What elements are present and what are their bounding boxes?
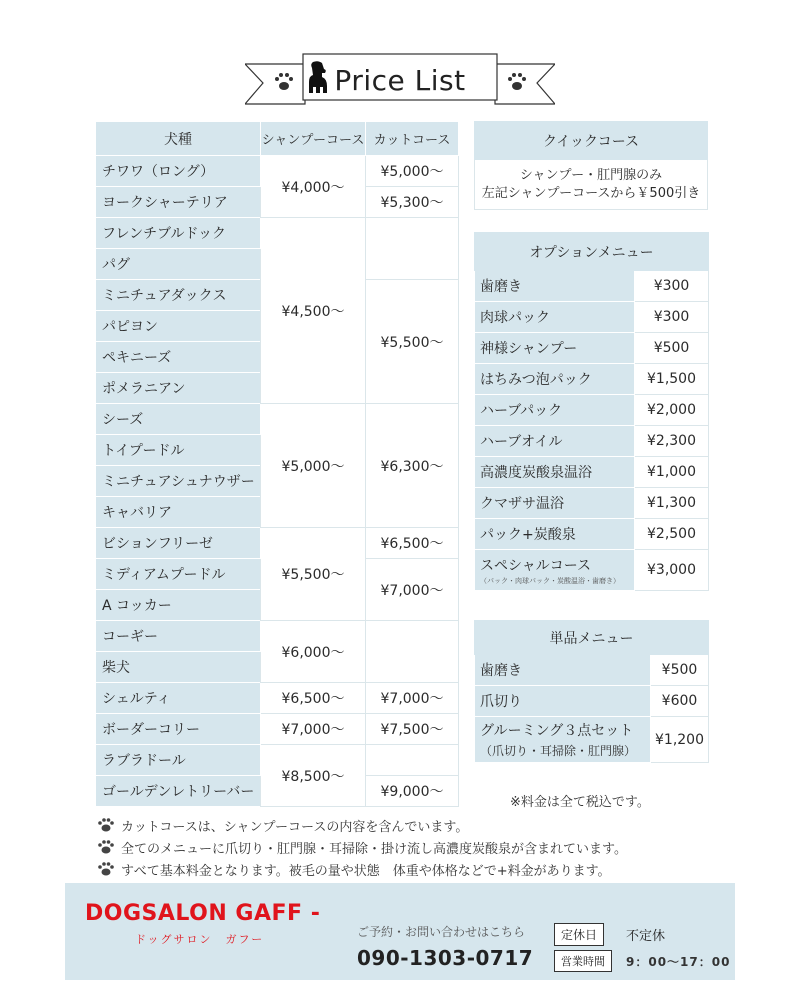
shampoo-price: ¥8,500～ [261, 745, 366, 807]
table-row [96, 156, 459, 187]
breed-cell: ペキニーズ [96, 342, 261, 373]
list-item [475, 395, 709, 426]
title-banner [245, 50, 555, 112]
option-price: ¥300 [635, 302, 709, 333]
single-name: 歯磨き [475, 655, 651, 686]
breed-cell: キャバリア [96, 497, 261, 528]
option-price: ¥1,500 [635, 364, 709, 395]
paw-icon [97, 839, 115, 855]
option-name: スペシャルコース [480, 557, 592, 574]
table-row [96, 404, 459, 435]
breed-cell: ポメラニアン [96, 373, 261, 404]
list-item [475, 271, 709, 302]
note-text: すべて基本料金となります。被毛の量や状態 体重や体格などで+料金があります。 [121, 863, 611, 879]
option-name: はちみつ泡パック [475, 364, 635, 395]
option-price: ¥2,000 [635, 395, 709, 426]
single-menu-title: 単品メニュー [475, 621, 709, 655]
shampoo-price: ¥5,000～ [261, 404, 366, 528]
table-row [96, 218, 459, 249]
breed-cell: チワワ（ロング） [96, 156, 261, 187]
paw-icon [97, 817, 115, 833]
cut-price: ¥5,300～ [366, 187, 459, 218]
notes-list [97, 814, 627, 880]
option-name: ハーブパック [475, 395, 635, 426]
cut-price: ¥6,500～ [366, 528, 459, 559]
list-item [475, 333, 709, 364]
breed-cell: コーギー [96, 621, 261, 652]
note-text: 全てのメニューに爪切り・肛門腺・耳掃除・掛け流し高濃度炭酸泉が含まれています。 [121, 841, 627, 857]
shampoo-price: ¥6,000～ [261, 621, 366, 683]
breed-cell: ボーダーコリー [96, 714, 261, 745]
table-row [96, 714, 459, 745]
option-sub-note: （パック・肉球パック・炭酸温浴・歯磨き） [480, 576, 620, 585]
footer [65, 883, 735, 980]
shampoo-price: ¥4,000～ [261, 156, 366, 218]
option-name: ハーブオイル [475, 426, 635, 457]
breed-cell: ミディアムプードル [96, 559, 261, 590]
cut-price-empty [366, 621, 459, 683]
quick-line-1: シャンプー・肛門腺のみ [519, 167, 663, 183]
cut-price: ¥5,000～ [366, 156, 459, 187]
breed-cell: シェルティ [96, 683, 261, 714]
cut-price: ¥7,000～ [366, 559, 459, 621]
salon-kana: ドッグサロン ガフー [135, 933, 265, 946]
cut-price: ¥7,000～ [366, 683, 459, 714]
breed-cell: シーズ [96, 404, 261, 435]
breed-cell: パグ [96, 249, 261, 280]
option-menu-table [474, 232, 709, 591]
single-name-grooming [475, 717, 651, 763]
option-price: ¥300 [635, 271, 709, 302]
list-item [475, 302, 709, 333]
shampoo-price: ¥6,500～ [261, 683, 366, 714]
business-hours-label: 営業時間 [554, 950, 612, 972]
shampoo-price: ¥7,000～ [261, 714, 366, 745]
note-item [97, 814, 627, 836]
table-row [96, 621, 459, 652]
table-row [96, 745, 459, 776]
option-name: 歯磨き [475, 271, 635, 302]
single-price: ¥500 [651, 655, 709, 686]
breed-cell: 柴犬 [96, 652, 261, 683]
option-name: クマザサ温浴 [475, 488, 635, 519]
single-name: 爪切り [475, 686, 651, 717]
phone-number[interactable]: 090-1303-0717 [357, 946, 534, 970]
breed-cell: ラブラドール [96, 745, 261, 776]
list-item [475, 488, 709, 519]
breed-cell: ミニチュアシュナウザー [96, 466, 261, 497]
option-price: ¥1,000 [635, 457, 709, 488]
single-price: ¥1,200 [651, 717, 709, 763]
breed-cell: ゴールデンレトリーバー [96, 776, 261, 807]
table-row [96, 528, 459, 559]
breed-price-table [95, 121, 459, 807]
list-item [475, 717, 709, 763]
option-name-special [475, 550, 635, 591]
table-header-row [96, 122, 459, 156]
salon-name: DOGSALON GAFF - [85, 901, 321, 926]
single-price: ¥600 [651, 686, 709, 717]
breed-cell: A コッカー [96, 590, 261, 621]
list-item [475, 364, 709, 395]
option-price: ¥2,300 [635, 426, 709, 457]
cut-price: ¥5,500～ [366, 280, 459, 404]
header-breed: 犬種 [96, 122, 261, 156]
business-hours-value: 9：00～17：00 [626, 955, 731, 969]
breed-cell: フレンチブルドック [96, 218, 261, 249]
closed-day-value: 不定休 [626, 929, 666, 944]
option-price: ¥500 [635, 333, 709, 364]
cut-price-empty [366, 218, 459, 280]
paw-icon [97, 861, 115, 877]
list-item [475, 457, 709, 488]
list-item [475, 655, 709, 686]
cut-price-empty [366, 745, 459, 776]
breed-cell: ビションフリーゼ [96, 528, 261, 559]
option-menu-title: オプションメニュー [475, 233, 709, 271]
option-name: パック+炭酸泉 [475, 519, 635, 550]
table-row [96, 683, 459, 714]
dog-icon [305, 60, 331, 94]
list-item [475, 519, 709, 550]
breed-cell: ヨークシャーテリア [96, 187, 261, 218]
option-price: ¥2,500 [635, 519, 709, 550]
cut-price: ¥7,500～ [366, 714, 459, 745]
note-text: カットコースは、シャンプーコースの内容を含んでいます。 [121, 819, 469, 835]
option-price: ¥3,000 [635, 550, 709, 591]
quick-course-title: クイックコース [475, 122, 708, 160]
contact-label: ご予約・お問い合わせはこちら [357, 925, 526, 939]
banner-title-wrap [305, 60, 495, 100]
breed-cell: トイプードル [96, 435, 261, 466]
single-sub-note: （爪切り・耳掃除・肛門腺） [480, 744, 637, 758]
single-name: グルーミング３点セット [480, 723, 634, 739]
cut-price: ¥9,000～ [366, 776, 459, 807]
option-name: 肉球パック [475, 302, 635, 333]
single-menu-table [474, 620, 709, 763]
option-name: 神様シャンプー [475, 333, 635, 364]
shampoo-price: ¥4,500～ [261, 218, 366, 404]
list-item [475, 426, 709, 457]
option-name: 高濃度炭酸泉温浴 [475, 457, 635, 488]
header-shampoo: シャンプーコース [261, 122, 366, 156]
quick-course-desc [475, 160, 708, 210]
note-item [97, 858, 627, 880]
tax-note: ※料金は全て税込です。 [510, 795, 650, 810]
shampoo-price: ¥5,500～ [261, 528, 366, 621]
closed-day-label: 定休日 [554, 923, 604, 946]
breed-cell: パピヨン [96, 311, 261, 342]
list-item [475, 686, 709, 717]
quick-course-table [474, 121, 708, 210]
cut-price: ¥6,300～ [366, 404, 459, 528]
note-item [97, 836, 627, 858]
breed-cell: ミニチュアダックス [96, 280, 261, 311]
page-title: Price List [334, 63, 466, 97]
list-item [475, 550, 709, 591]
header-cut: カットコース [366, 122, 459, 156]
quick-line-2: 左記シャンプーコースから￥500引き [481, 185, 701, 201]
option-price: ¥1,300 [635, 488, 709, 519]
